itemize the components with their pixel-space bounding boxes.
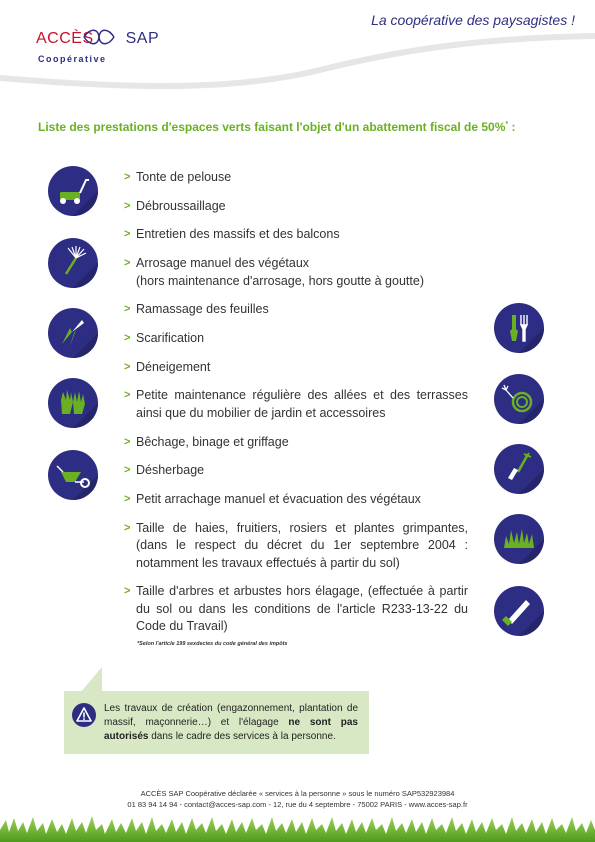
notice-text: Les travaux de création (engazonnement, plantation de massif, maçonnerie…) et l'élagage ne sont pas autorisés dans le cadre des services à la personne. xyxy=(104,703,358,742)
list-item: > Débroussaillage xyxy=(124,198,468,216)
logo-swirl-icon xyxy=(82,26,116,48)
chevron-right-icon: > xyxy=(124,331,131,344)
notice-tail xyxy=(80,667,102,693)
grass-icon xyxy=(494,514,544,564)
list-item: > Taille d'arbres et arbustes hors élagage, (effectuée à partir du sol ou dans les conditions de l'article R233-13-22 du Code du Travail) xyxy=(124,583,468,636)
saw-icon xyxy=(494,586,544,636)
list-item: > Désherbage xyxy=(124,462,468,480)
pruning-shears-icon xyxy=(48,308,98,358)
logo xyxy=(36,20,176,70)
warning-icon xyxy=(72,703,96,727)
chevron-right-icon: > xyxy=(124,257,131,270)
chevron-right-icon: > xyxy=(124,492,131,505)
lawn-mower-icon xyxy=(48,166,98,216)
chevron-right-icon: > xyxy=(124,389,131,402)
list-item: > Arrosage manuel des végétaux (hors maintenance d'arrosage, hors goutte à goutte) xyxy=(124,255,468,290)
gardening-gloves-icon xyxy=(48,378,98,428)
chevron-right-icon: > xyxy=(124,199,131,212)
list-item: > Déneigement xyxy=(124,359,468,377)
chevron-right-icon: > xyxy=(124,303,131,316)
list-item: > Entretien des massifs et des balcons xyxy=(124,226,468,244)
wheelbarrow-icon xyxy=(48,450,98,500)
list-item: > Ramassage des feuilles xyxy=(124,301,468,319)
grass-border xyxy=(0,812,595,842)
shovel-icon xyxy=(494,444,544,494)
list-item: > Tonte de pelouse xyxy=(124,169,468,187)
chevron-right-icon: > xyxy=(124,585,131,598)
hand-tools-icon xyxy=(494,303,544,353)
chevron-right-icon: > xyxy=(124,464,131,477)
chevron-right-icon: > xyxy=(124,435,131,448)
services-list xyxy=(124,169,468,647)
chevron-right-icon: > xyxy=(124,521,131,534)
chevron-right-icon: > xyxy=(124,171,131,183)
list-item: > Bêchage, binage et griffage xyxy=(124,434,468,452)
page-title: Liste des prestations d'espaces verts faisant l'objet d'un abattement fiscal de 50%* : xyxy=(38,120,516,134)
logo-wordmark: ACCÈS SAP xyxy=(36,30,160,47)
footer-registration: ACCÈS SAP Coopérative déclarée « services à la personne » sous le numéro SAP532923984 xyxy=(140,789,455,798)
chevron-right-icon: > xyxy=(124,228,131,241)
chevron-right-icon: > xyxy=(124,360,131,373)
footnote: *Selon l'article 199 sexdecies du code général des impôts xyxy=(137,641,288,647)
list-item: > Taille de haies, fruitiers, rosiers et plantes grimpantes, (dans le respect du décret du 1er septembre 2004 : notamment les travaux effectués à partir du sol) xyxy=(124,520,468,573)
list-item: > Petit arrachage manuel et évacuation des végétaux xyxy=(124,491,468,509)
list-item: > Scarification xyxy=(124,330,468,348)
tagline: La coopérative des paysagistes ! xyxy=(371,12,575,28)
logo-subtitle: Coopérative xyxy=(38,54,107,64)
footer xyxy=(0,788,595,810)
hose-icon xyxy=(494,374,544,424)
footer-contact: 01 83 94 14 94 - contact@acces-sap.com - 12, rue du 4 septembre - 75002 PARIS - www.acces-sap.fr xyxy=(127,800,468,809)
rake-icon xyxy=(48,238,98,288)
list-item: > Petite maintenance régulière des allées et des terrasses ainsi que du mobilier de jardin et accessoires xyxy=(124,387,468,422)
